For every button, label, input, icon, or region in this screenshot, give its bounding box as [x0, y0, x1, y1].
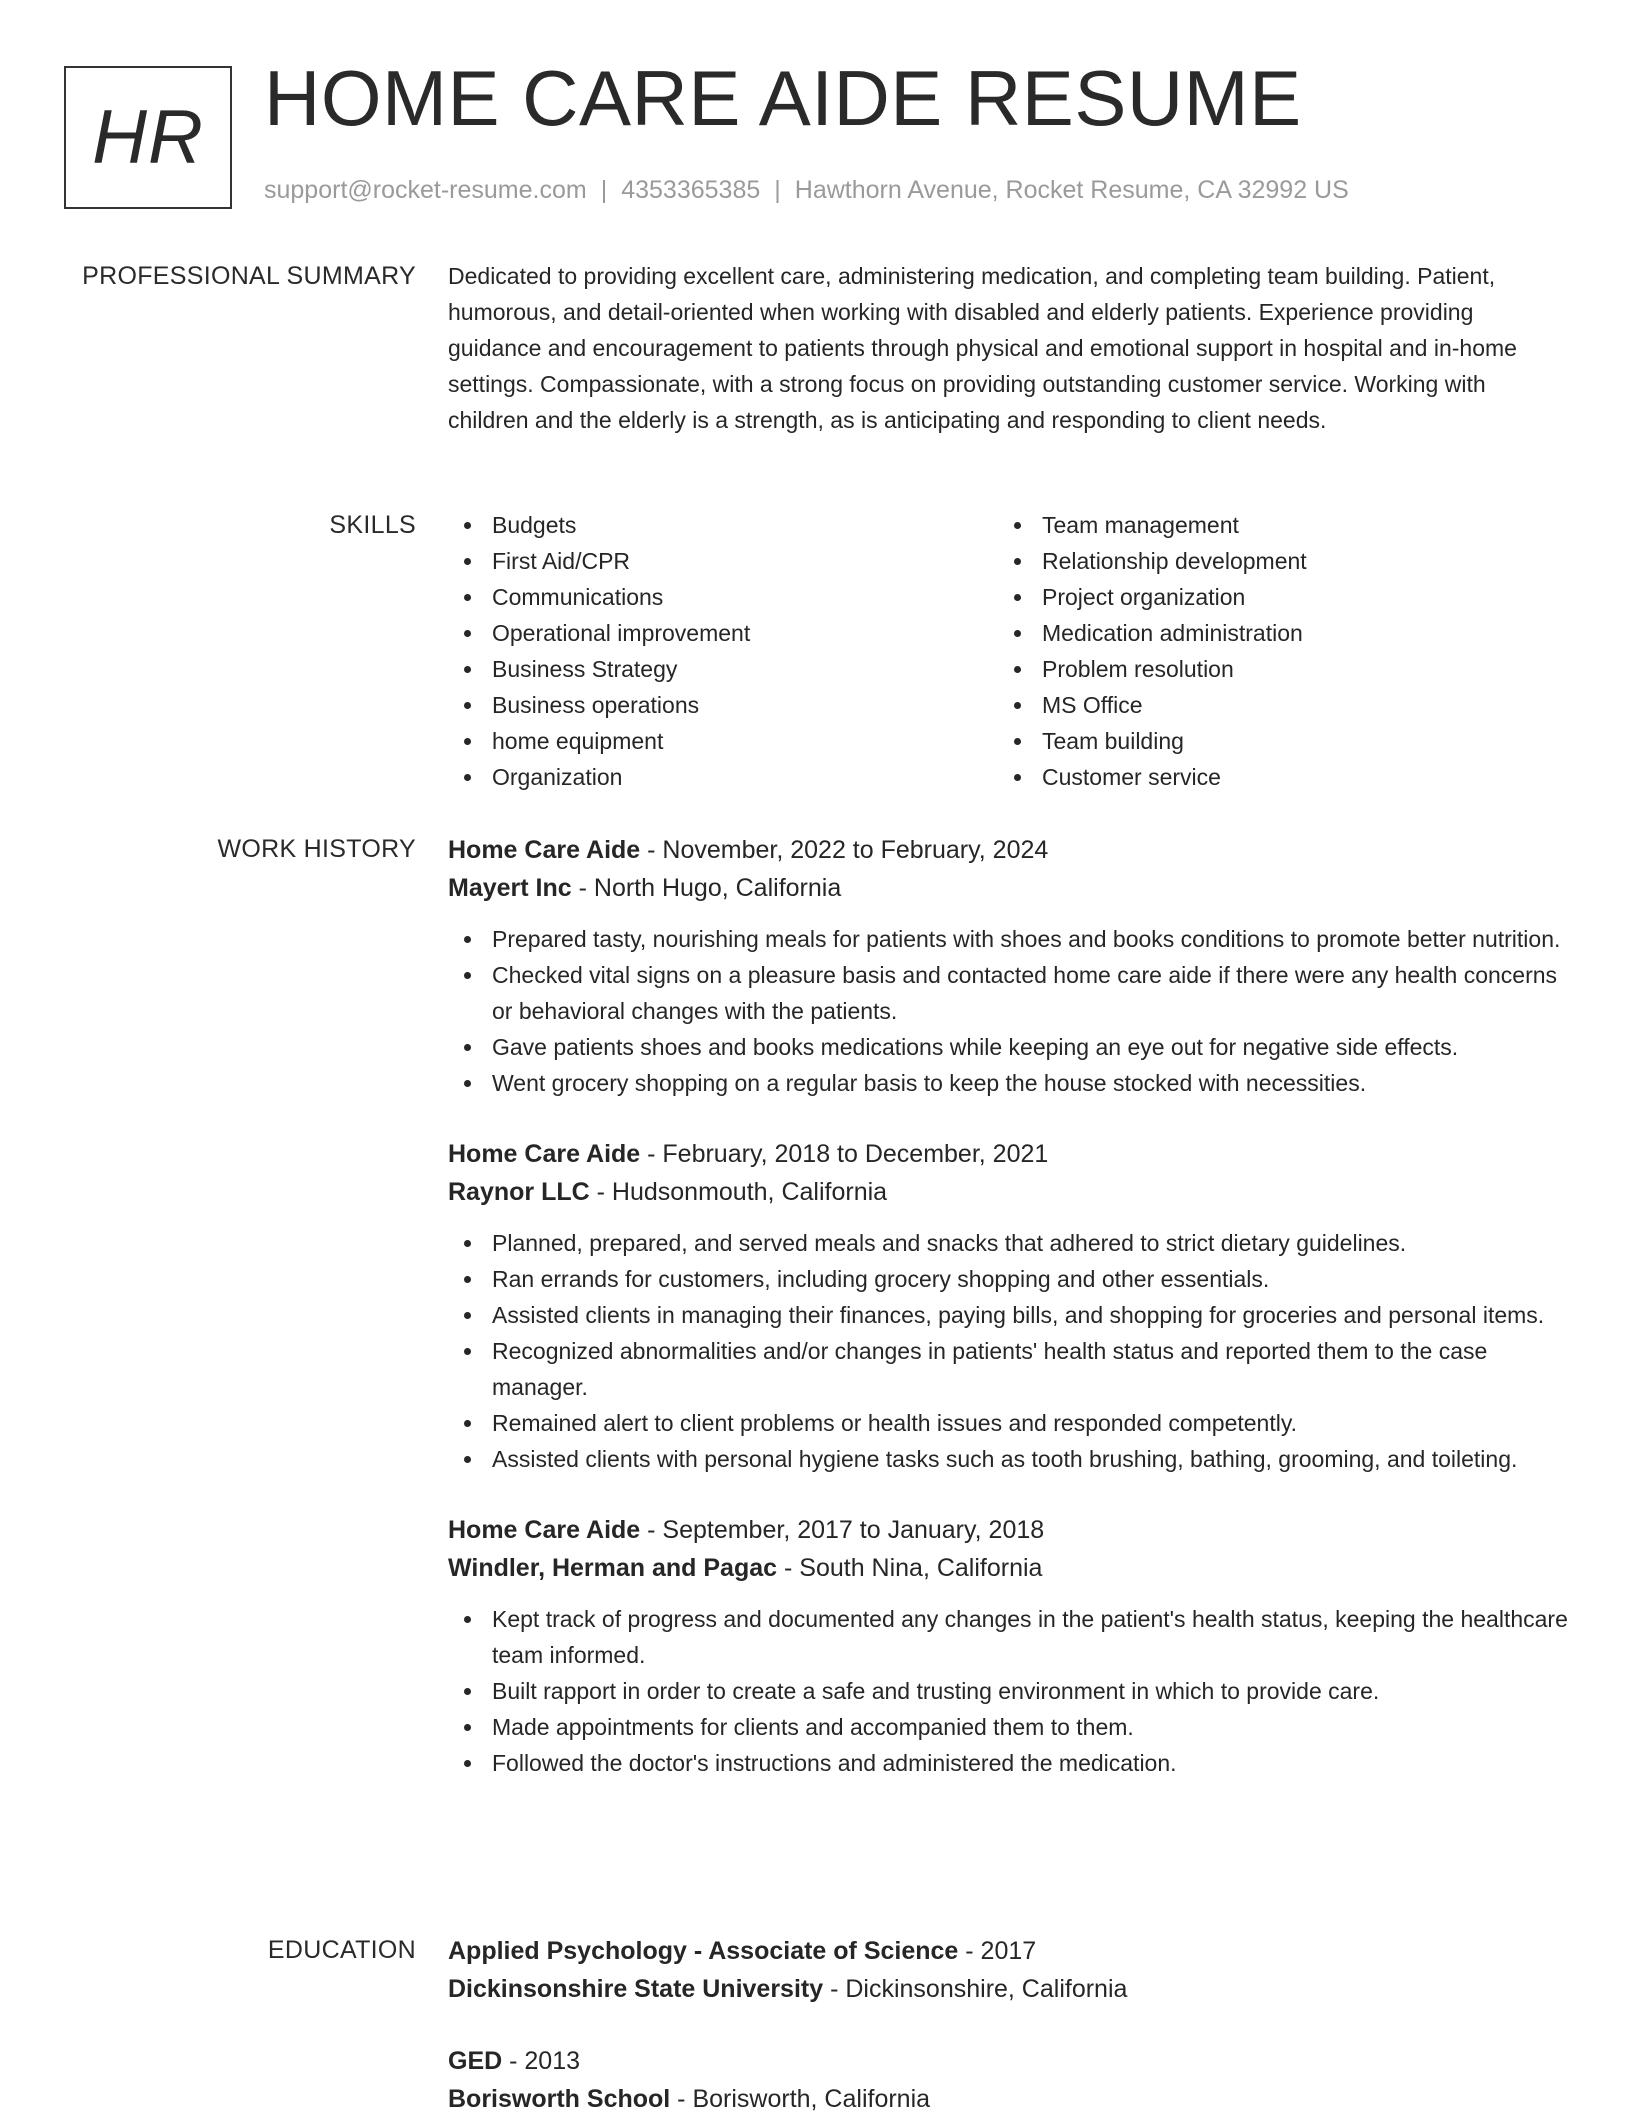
job-duties-list — [448, 1225, 1568, 1477]
education-location: - Dickinsonshire, California — [823, 1975, 1128, 2003]
job-entry — [448, 1135, 1568, 1477]
monogram-box — [64, 66, 232, 209]
job-title: Home Care Aide — [448, 1516, 641, 1544]
job-duty-item: Checked vital signs on a pleasure basis and contacted home care aide if there were any health concerns or behavioral changes with the patients. — [448, 957, 1568, 1029]
job-duties-list — [448, 921, 1568, 1101]
job-dates: - September, 2017 to January, 2018 — [640, 1516, 1045, 1544]
job-company-line — [448, 1549, 1568, 1587]
job-duty-item: Assisted clients with personal hygiene tasks such as tooth brushing, bathing, grooming, and toileting. — [448, 1441, 1568, 1477]
education-degree: Applied Psychology - Associate of Science — [448, 1937, 959, 1965]
job-location: - South Nina, California — [777, 1554, 1043, 1582]
skill-item: Team building — [998, 723, 1548, 759]
education-location: - Borisworth, California — [670, 2085, 931, 2112]
job-title-line — [448, 1135, 1568, 1173]
skill-item: Customer service — [998, 759, 1548, 795]
contact-separator: | — [774, 176, 781, 204]
skill-item: MS Office — [998, 687, 1548, 723]
section-label-summary: PROFESSIONAL SUMMARY — [82, 262, 416, 290]
skills-column-right — [998, 507, 1548, 795]
contact-email[interactable]: support@rocket-resume.com — [264, 176, 587, 204]
job-entry — [448, 831, 1568, 1101]
education-degree-line — [448, 2042, 1568, 2080]
job-title: Home Care Aide — [448, 836, 641, 864]
job-dates: - February, 2018 to December, 2021 — [640, 1140, 1049, 1168]
summary-body — [448, 258, 1568, 438]
skill-item: Budgets — [448, 507, 998, 543]
education-body — [448, 1932, 1568, 2112]
job-company-line — [448, 869, 1568, 907]
education-school: Borisworth School — [448, 2085, 671, 2112]
job-company: Windler, Herman and Pagac — [448, 1554, 778, 1582]
skills-grid — [448, 507, 1568, 795]
job-location: - Hudsonmouth, California — [589, 1178, 888, 1206]
skill-item: First Aid/CPR — [448, 543, 998, 579]
skill-item: Relationship development — [998, 543, 1548, 579]
education-entry — [448, 1932, 1568, 2008]
skill-item: Problem resolution — [998, 651, 1548, 687]
job-duty-item: Gave patients shoes and books medications while keeping an eye out for negative side effects. — [448, 1029, 1568, 1065]
job-duty-item: Recognized abnormalities and/or changes in patients' health status and reported them to the case manager. — [448, 1333, 1568, 1405]
skill-item: Project organization — [998, 579, 1548, 615]
skill-item: Organization — [448, 759, 998, 795]
job-duty-item: Kept track of progress and documented any changes in the patient's health status, keeping the healthcare team informed. — [448, 1601, 1568, 1673]
job-duty-item: Assisted clients in managing their finances, paying bills, and shopping for groceries and personal items. — [448, 1297, 1568, 1333]
skill-item: Communications — [448, 579, 998, 615]
job-duties-list — [448, 1601, 1568, 1781]
education-school-line — [448, 2080, 1568, 2112]
job-duty-item: Followed the doctor's instructions and administered the medication. — [448, 1745, 1568, 1781]
contact-address: Hawthorn Avenue, Rocket Resume, CA 32992 US — [794, 176, 1349, 204]
contact-phone[interactable]: 4353365385 — [621, 176, 761, 204]
education-degree-line — [448, 1932, 1568, 1970]
summary-text: Dedicated to providing excellent care, administering medication, and completing team building. Patient, humorous, and detail-oriented when working with disabled and elderly patients. Experience providing guidance and encouragement to patients through physical and emotional support in hospital and in-home settings. Compassionate, with a strong focus on providing outstanding customer service. Working with children and the elderly is a strength, as is anticipating and responding to client needs. — [448, 263, 1517, 433]
education-entry — [448, 2042, 1568, 2112]
skill-item: Operational improvement — [448, 615, 998, 651]
skill-item: Business Strategy — [448, 651, 998, 687]
skill-item: Business operations — [448, 687, 998, 723]
job-entry — [448, 1511, 1568, 1781]
job-title-line — [448, 831, 1568, 869]
education-school: Dickinsonshire State University — [448, 1975, 824, 2003]
skill-item: home equipment — [448, 723, 998, 759]
job-duty-item: Prepared tasty, nourishing meals for patients with shoes and books conditions to promote better nutrition. — [448, 921, 1568, 957]
job-company: Mayert Inc — [448, 874, 572, 902]
job-duty-item: Went grocery shopping on a regular basis to keep the house stocked with necessities. — [448, 1065, 1568, 1101]
work-history-body — [448, 831, 1568, 1815]
section-label-education: EDUCATION — [267, 1936, 416, 1964]
job-duty-item: Planned, prepared, and served meals and snacks that adhered to strict dietary guidelines. — [448, 1225, 1568, 1261]
resume-title: HOME CARE AIDE RESUME — [264, 54, 1302, 142]
job-company-line — [448, 1173, 1568, 1211]
job-duty-item: Remained alert to client problems or health issues and responded competently. — [448, 1405, 1568, 1441]
skills-column-left — [448, 507, 998, 795]
job-company: Raynor LLC — [448, 1178, 590, 1206]
education-year: - 2017 — [958, 1937, 1037, 1965]
contact-line — [264, 176, 1349, 205]
education-degree: GED — [448, 2047, 503, 2075]
monogram-initials: HR — [92, 95, 204, 180]
job-duty-item: Made appointments for clients and accompanied them to them. — [448, 1709, 1568, 1745]
section-label-work: WORK HISTORY — [217, 835, 416, 863]
education-year: - 2013 — [502, 2047, 581, 2075]
job-location: - North Hugo, California — [571, 874, 842, 902]
skill-item: Medication administration — [998, 615, 1548, 651]
section-label-skills: SKILLS — [329, 511, 416, 539]
job-title-line — [448, 1511, 1568, 1549]
contact-separator: | — [600, 176, 608, 204]
job-dates: - November, 2022 to February, 2024 — [640, 836, 1049, 864]
job-duty-item: Built rapport in order to create a safe and trusting environment in which to provide care. — [448, 1673, 1568, 1709]
education-school-line — [448, 1970, 1568, 2008]
skill-item: Team management — [998, 507, 1548, 543]
job-title: Home Care Aide — [448, 1140, 641, 1168]
job-duty-item: Ran errands for customers, including grocery shopping and other essentials. — [448, 1261, 1568, 1297]
